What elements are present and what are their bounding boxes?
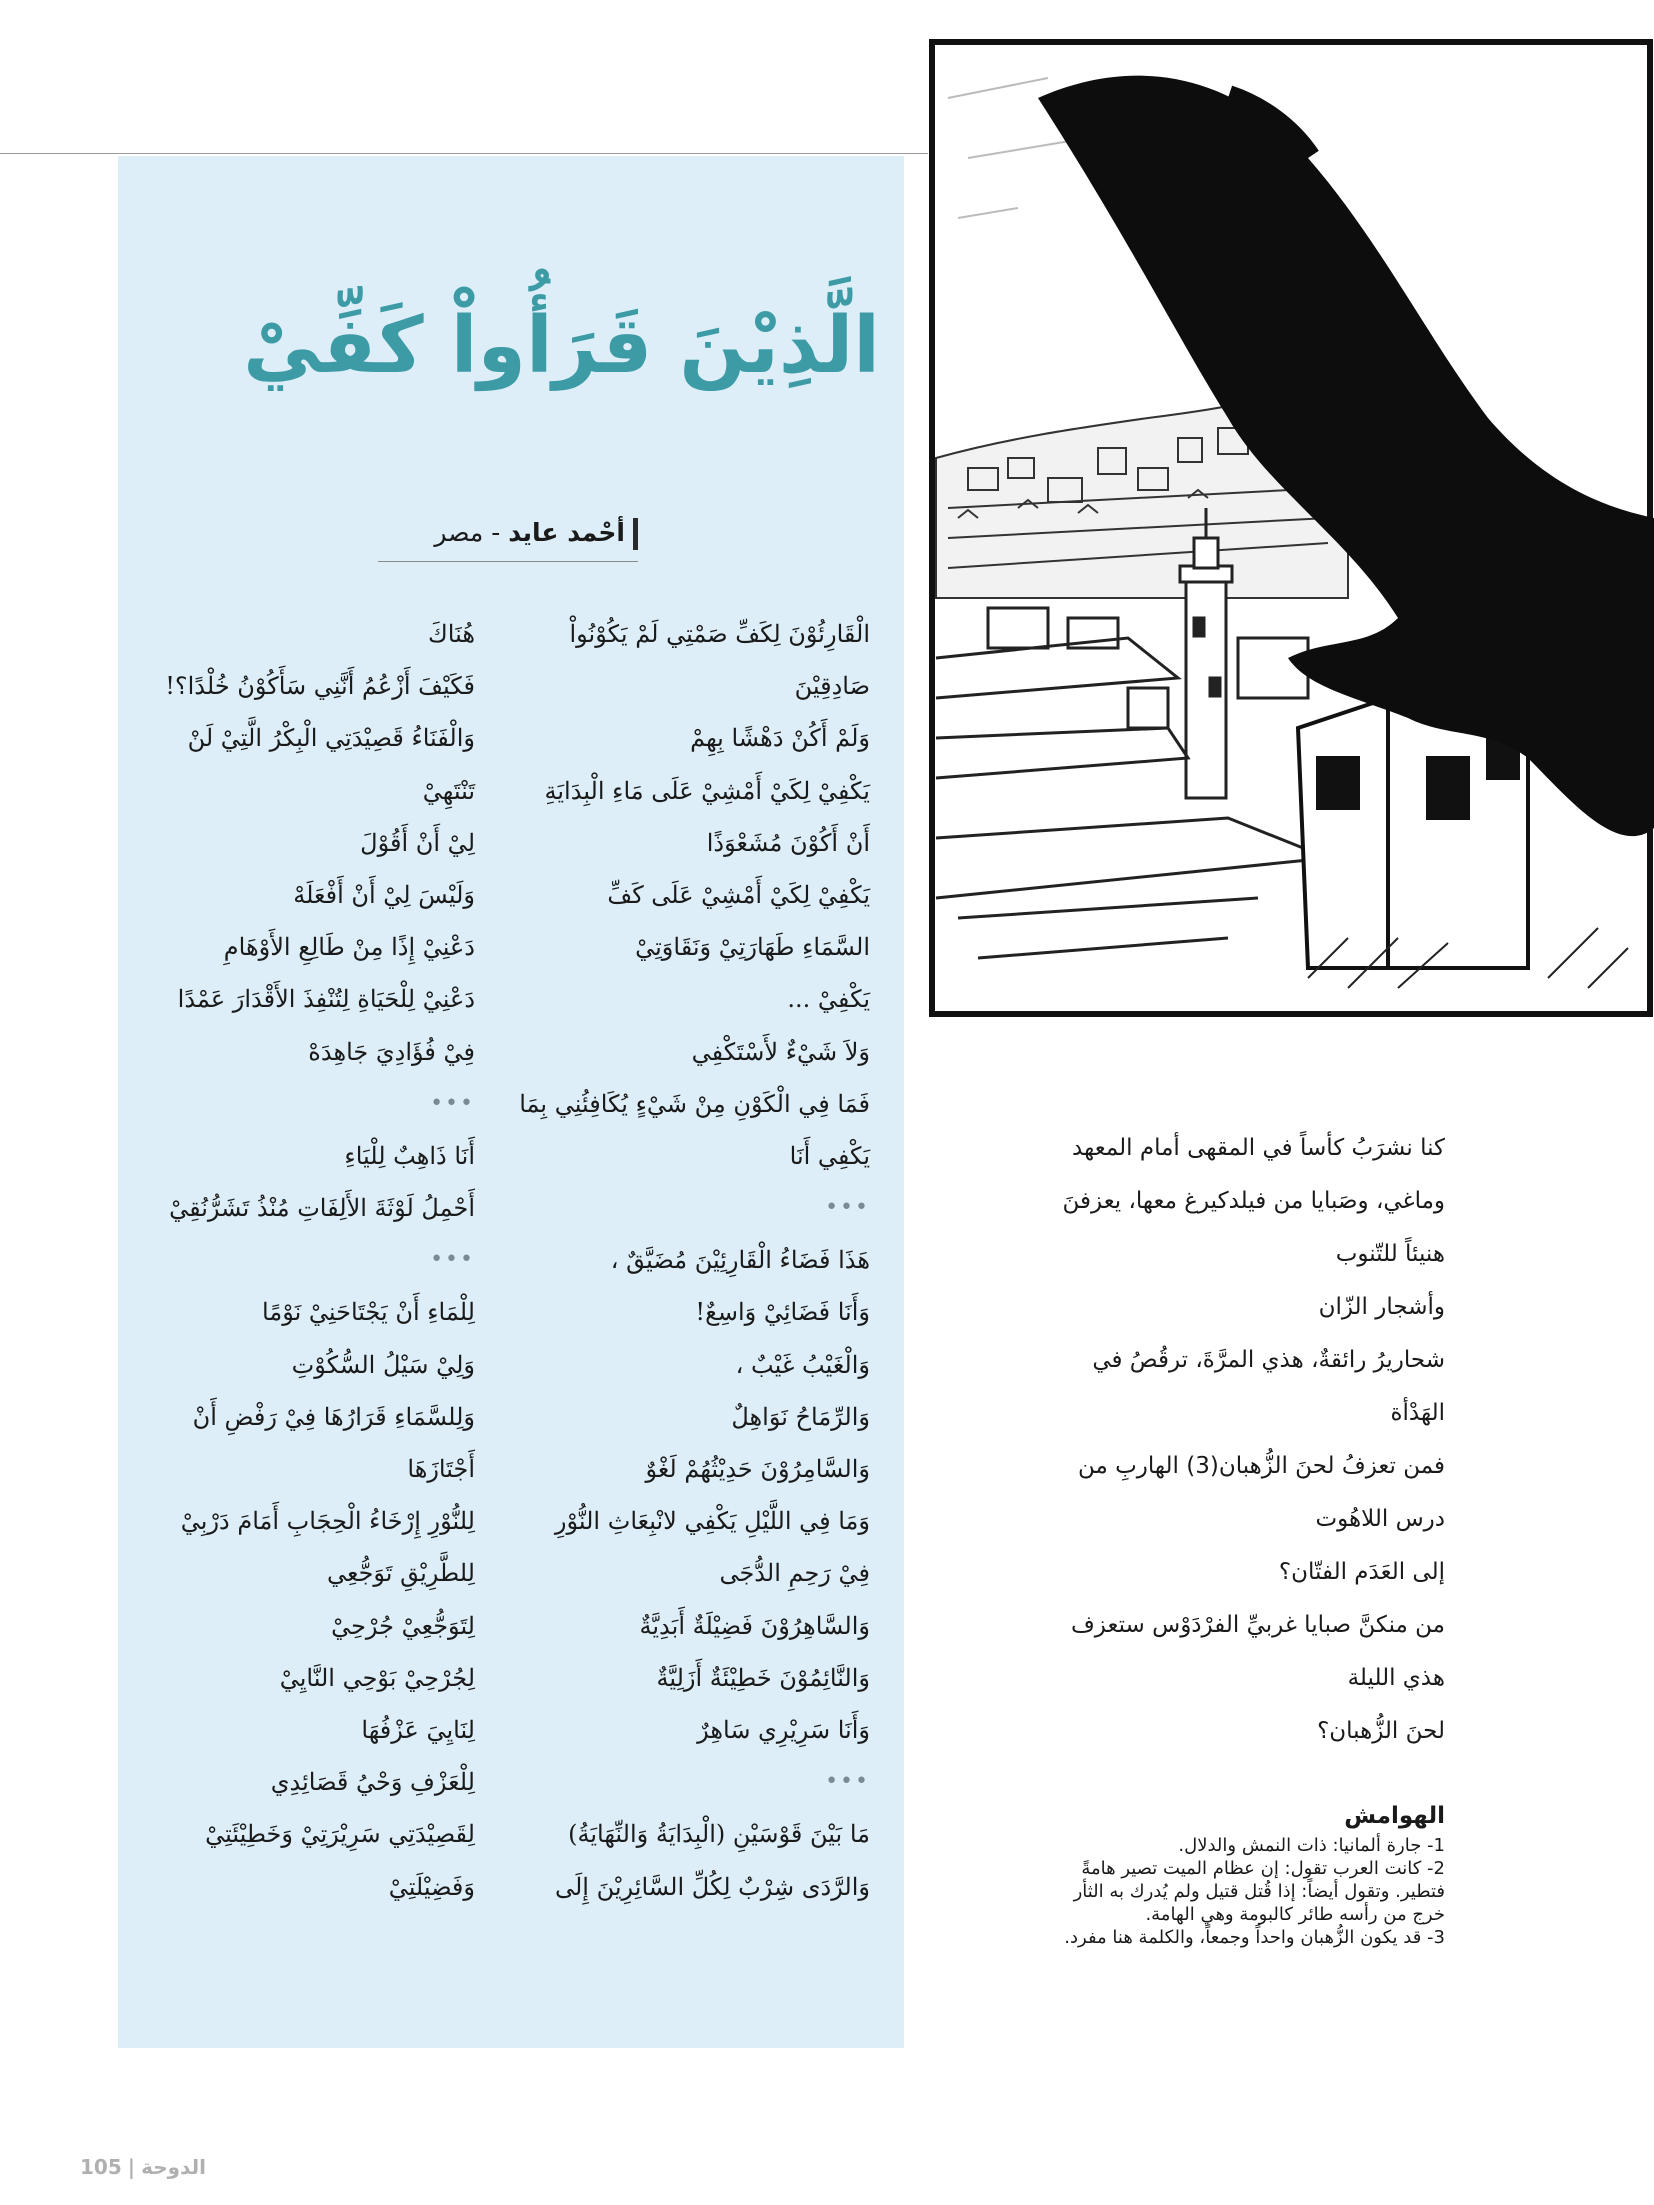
poem-line: أَحْمِلُ لَوْثَةَ الأَلِفَاتِ مُنْذُ تَشَرُّنُقِيْ <box>169 1194 475 1223</box>
byline-bar <box>633 518 638 550</box>
stanza-separator: ••• <box>825 1769 870 1795</box>
poem-line: أَنْ أَكُوْنَ مُشَعْوَذًا <box>706 828 870 857</box>
poem-line: يَكْفِيْ لِكَيْ أَمْشِيْ عَلَى كَفِّ <box>607 880 870 909</box>
poem-line: دَعْنِيْ لِلْحَيَاةِ لِتُنْفِذَ الأَقْدَارَ عَمْدًا <box>177 985 475 1014</box>
poem-line: دَعْنِيْ إِذًا مِنْ طَالِعِ الأَوْهَامِ <box>223 933 475 962</box>
footnotes <box>1040 1798 1445 1949</box>
page-footer <box>80 2155 206 2179</box>
poem-line: وَالْغَيْبُ غَيْبٌ ، <box>735 1350 870 1379</box>
poem-line: لِلنُّوْرِ إِرْخَاءُ الْحِجَابِ أَمَامَ دَرْبِيْ <box>180 1507 475 1536</box>
byline <box>378 513 638 562</box>
footnotes-title: الهوامش <box>1344 1803 1445 1829</box>
poem-line: لِلْمَاءِ أَنْ يَجْتَاحَنِيْ نَوْمًا <box>262 1298 475 1327</box>
poem-line: وَأَنَا سَرِيْرِي سَاهِرٌ <box>697 1715 870 1744</box>
author-name: أحْمد عايد <box>508 518 625 547</box>
poem-line: هَذَا فَضَاءُ الْقَارِئِيْنَ مُضَيَّقٌ ، <box>610 1246 870 1275</box>
poem-line: وَالرِّمَاحُ نَوَاهِلٌ <box>731 1402 870 1431</box>
poem-line: وَالنَّائِمُوْنَ خَطِيْئَةٌ أَزَلِيَّةٌ <box>656 1663 870 1692</box>
footer-separator: | <box>127 2155 136 2179</box>
poem-line: يَكْفِيْ لِكَيْ أَمْشِيْ عَلَى مَاءِ الْبِدَايَةِ <box>544 776 870 805</box>
poem-line: لِلْعَزْفِ وَحْيُ قَصَائِدِي <box>270 1768 475 1797</box>
prose-line: الهَدْأة <box>1390 1400 1445 1426</box>
article-title: الَّذِيْنَ قَرَأُواْ كَفِّيْ <box>243 301 880 391</box>
poem-line: أَجْتَازَهَا <box>407 1455 475 1483</box>
poem-line: فِيْ فُؤَادِيَ جَاهِدَهْ <box>308 1037 475 1066</box>
prose-line: شحاريرُ رائقةٌ، هذي المرَّةَ، ترقُصُ في <box>1092 1347 1445 1373</box>
prose-line: هنيئاً للتّنوب <box>1335 1241 1445 1267</box>
poem-line: وَمَا فِي اللَّيْلِ يَكْفِي لانْبِعَاثِ النُّوْرِ <box>554 1507 870 1536</box>
poem-line: الْقَارِئُوْنَ لِكَفِّ صَمْتِي لَمْ يَكُوْنُواْ <box>569 620 870 648</box>
stanza-separator: ••• <box>825 1195 870 1221</box>
magazine-name: الدوحة <box>141 2155 206 2179</box>
poem-column-left <box>130 608 475 1913</box>
poem-line: فَكَيْفَ أَزْعُمُ أَنَّنِي سَأَكُوْنُ خُلْدًا؟! <box>165 672 475 701</box>
stanza-separator: ••• <box>430 1247 475 1273</box>
poem-line: وَلَمْ أَكُنْ دَهْشًا بِهِمْ <box>690 724 870 753</box>
poem-line: وَالسَّامِرُوْنَ حَدِيْثُهُمْ لَغْوٌ <box>645 1455 870 1483</box>
poem-line: صَادِقِيْنَ <box>794 672 870 701</box>
author-country: - مصر <box>434 518 501 547</box>
prose-line: إلى العَدَم الفتّان؟ <box>1278 1559 1445 1585</box>
poem-line: لِنَايِيَ عَزْفُهَا <box>361 1715 475 1744</box>
poem-line: وَلِلسَّمَاءِ قَرَارُهَا فِيْ رَفْضِ أَنْ <box>192 1402 475 1431</box>
poem-line: مَا بَيْنَ قَوْسَيْنِ (الْبِدَايَةُ وَالنِّهَايَةُ) <box>568 1820 870 1849</box>
footnote: 1- جارة ألمانيا: ذات النمش والدلال. <box>1178 1835 1445 1856</box>
header-rule <box>0 153 930 154</box>
poem-line: السَّمَاءِ طَهَارَتِيْ وَنَقَاوَتِيْ <box>635 933 870 962</box>
poem-line: وَأَنَا فَضَائِيْ وَاسِعٌ! <box>695 1298 870 1327</box>
footnote: 3- قد يكون الزُّهبان واحداً وجمعاً، والكلمة هنا مفرد. <box>1064 1927 1445 1948</box>
prose-line: كنا نشرَبُ كأساً في المقهى أمام المعهد <box>1072 1135 1445 1161</box>
poem-line: وَلِيْ سَيْلُ السُّكُوْتِ <box>291 1350 475 1379</box>
poem-line: لِجُرْحِيْ بَوْحِي النَّايِيْ <box>279 1663 475 1692</box>
crow-illustration <box>928 38 1654 1018</box>
stanza-separator: ••• <box>430 1090 475 1116</box>
prose-line: فمن تعزفُ لحنَ الزُّهبان(3) الهاربِ من <box>1078 1453 1445 1479</box>
poem-line: يَكْفِيْ ... <box>787 985 870 1014</box>
poem-line: وَفَضِيْلَتِيْ <box>388 1872 475 1901</box>
poem-line: فَمَا فِي الْكَوْنِ مِنْ شَيْءٍ يُكَافِئُنِي بِمَا <box>519 1089 870 1118</box>
footnote: 2- كانت العرب تقول: إن عظام الميت تصير هامةً فتطير. وتقول أيضاً: إذا قُتل قتيل ولم يُدرك به الثأر خرج من رأسه طائر كالبومة وهي الهامة. <box>1073 1858 1445 1925</box>
poem-line: وَلَيْسَ لِيْ أَنْ أَفْعَلَهْ <box>293 880 475 909</box>
poem-line: فِيْ رَحِمِ الدُّجَى <box>719 1559 870 1588</box>
prose-line: هذي الليلة <box>1347 1665 1445 1691</box>
poem-line: وَالسَّاهِرُوْنَ فَضِيْلَةٌ أَبَدِيَّةٌ <box>639 1611 870 1640</box>
poem-line: يَكْفِي أَنَا <box>789 1141 870 1170</box>
poem-line: أَنَا ذَاهِبٌ لِلْيَاءِ <box>344 1141 475 1170</box>
poem-line: لِلطَّرِيْقِ تَوَجُّعِي <box>326 1559 475 1588</box>
prose-line: وماغي، وصَبايا من فيلدكيرغ معها، يعزفنَ <box>1062 1188 1445 1214</box>
poem-line: وَالرَّدَى شِرْبٌ لِكُلِّ السَّائِرِيْنَ إِلَى <box>554 1872 870 1901</box>
poem-line: وَلاَ شَيْءٌ لأَسْتَكْفِي <box>691 1037 870 1066</box>
poem-line: لِيْ أَنْ أَقُوْلَ <box>360 828 475 857</box>
prose-line: وأشجار الزّان <box>1318 1294 1445 1320</box>
prose-line: لحنَ الزُّهبان؟ <box>1317 1718 1445 1744</box>
poem-line: تَنْتَهِيْ <box>422 776 475 805</box>
poem-line: لِتَوَجُّعِيْ جُرْحِيْ <box>331 1611 475 1640</box>
poem-line: لِقَصِيْدَتِي سَرِيْرَتِيْ وَخَطِيْئَتِيْ <box>205 1820 475 1849</box>
prose-line: درس اللاهُوت <box>1315 1506 1445 1532</box>
prose-passage <box>1050 1122 1445 1758</box>
poem-line: وَالْفَنَاءُ قَصِيْدَتِي الْبِكْرُ الَّتِيْ لَنْ <box>187 724 475 753</box>
prose-line: من منكنَّ صبايا غربيِّ الفرْدَوْس ستعزف <box>1070 1612 1445 1638</box>
poem-column-right <box>519 608 870 1913</box>
page-number: 105 <box>80 2155 122 2179</box>
poem-line: هُنَاكَ <box>428 620 475 648</box>
